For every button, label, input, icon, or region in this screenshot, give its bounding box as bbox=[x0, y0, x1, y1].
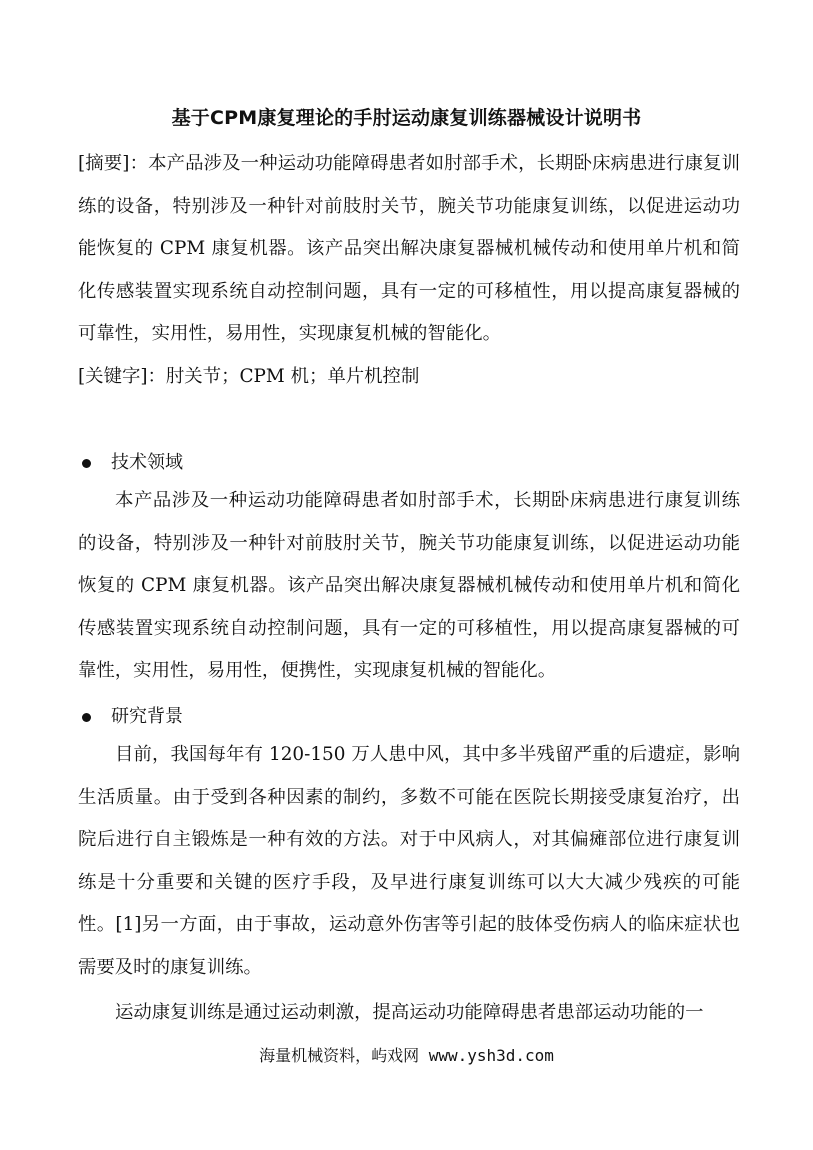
research-background-paragraph: 目前，我国每年有 120-150 万人患中风，其中多半残留严重的后遗症，影响生活质量。由于受到各种因素的制约，多数不可能在医院长期接受康复治疗，出院后进行自主锻炼是一种有效的方法。对于中风病人，对其偏瘫部位进行康复训练是十分重要和关键的医疗手段，及早进行康复训练可以大大减少残疾的可能性。[1]另一方面，由于事故，运动意外伤害等引起的肢体受伤病人的临床症状也需要及时的康复训练。 bbox=[78, 744, 740, 978]
section-heading-technical-field bbox=[78, 449, 183, 477]
keywords-line: [关键字]：肘关节；CPM 机；单片机控制 bbox=[78, 366, 420, 387]
section-heading-research-background bbox=[78, 703, 183, 731]
bullet-icon bbox=[82, 459, 91, 468]
technical-field-paragraph: 本产品涉及一种运动功能障碍患者如肘部手术，长期卧床病患进行康复训练的设备，特别涉及一种针对前肢肘关节，腕关节功能康复训练，以促进运动功能恢复的 CPM 康复机器。该产品突出解决康复器械机械传动和使用单片机和简化传感装置实现系统自动控制问题，具有一定的可移植性，用以提高康复器械的可靠性，实用性，易用性，便携性，实现康复机械的智能化。 bbox=[78, 490, 740, 682]
section-heading-label: 技术领域 bbox=[111, 452, 183, 473]
section-heading-label: 研究背景 bbox=[111, 706, 183, 727]
bullet-icon bbox=[82, 713, 91, 722]
document-title: 基于CPM康复理论的手肘运动康复训练器械设计说明书 bbox=[171, 107, 642, 129]
footer-watermark-text: 海量机械资料，屿戏网 www.ysh3d.com bbox=[259, 1046, 554, 1065]
abstract-paragraph: [摘要]：本产品涉及一种运动功能障碍患者如肘部手术，长期卧床病患进行康复训练的设备，特别涉及一种针对前肢肘关节，腕关节功能康复训练，以促进运动功能恢复的 CPM 康复机器。该产品突出解决康复器械机械传动和使用单片机和简化传感装置实现系统自动控制问题，具有一定的可移植性，用以提高康复器械的可靠性，实用性，易用性，实现康复机械的智能化。 bbox=[78, 153, 740, 345]
research-background-paragraph-continued: 运动康复训练是通过运动刺激，提高运动功能障碍患者患部运动功能的一 bbox=[115, 1002, 704, 1023]
